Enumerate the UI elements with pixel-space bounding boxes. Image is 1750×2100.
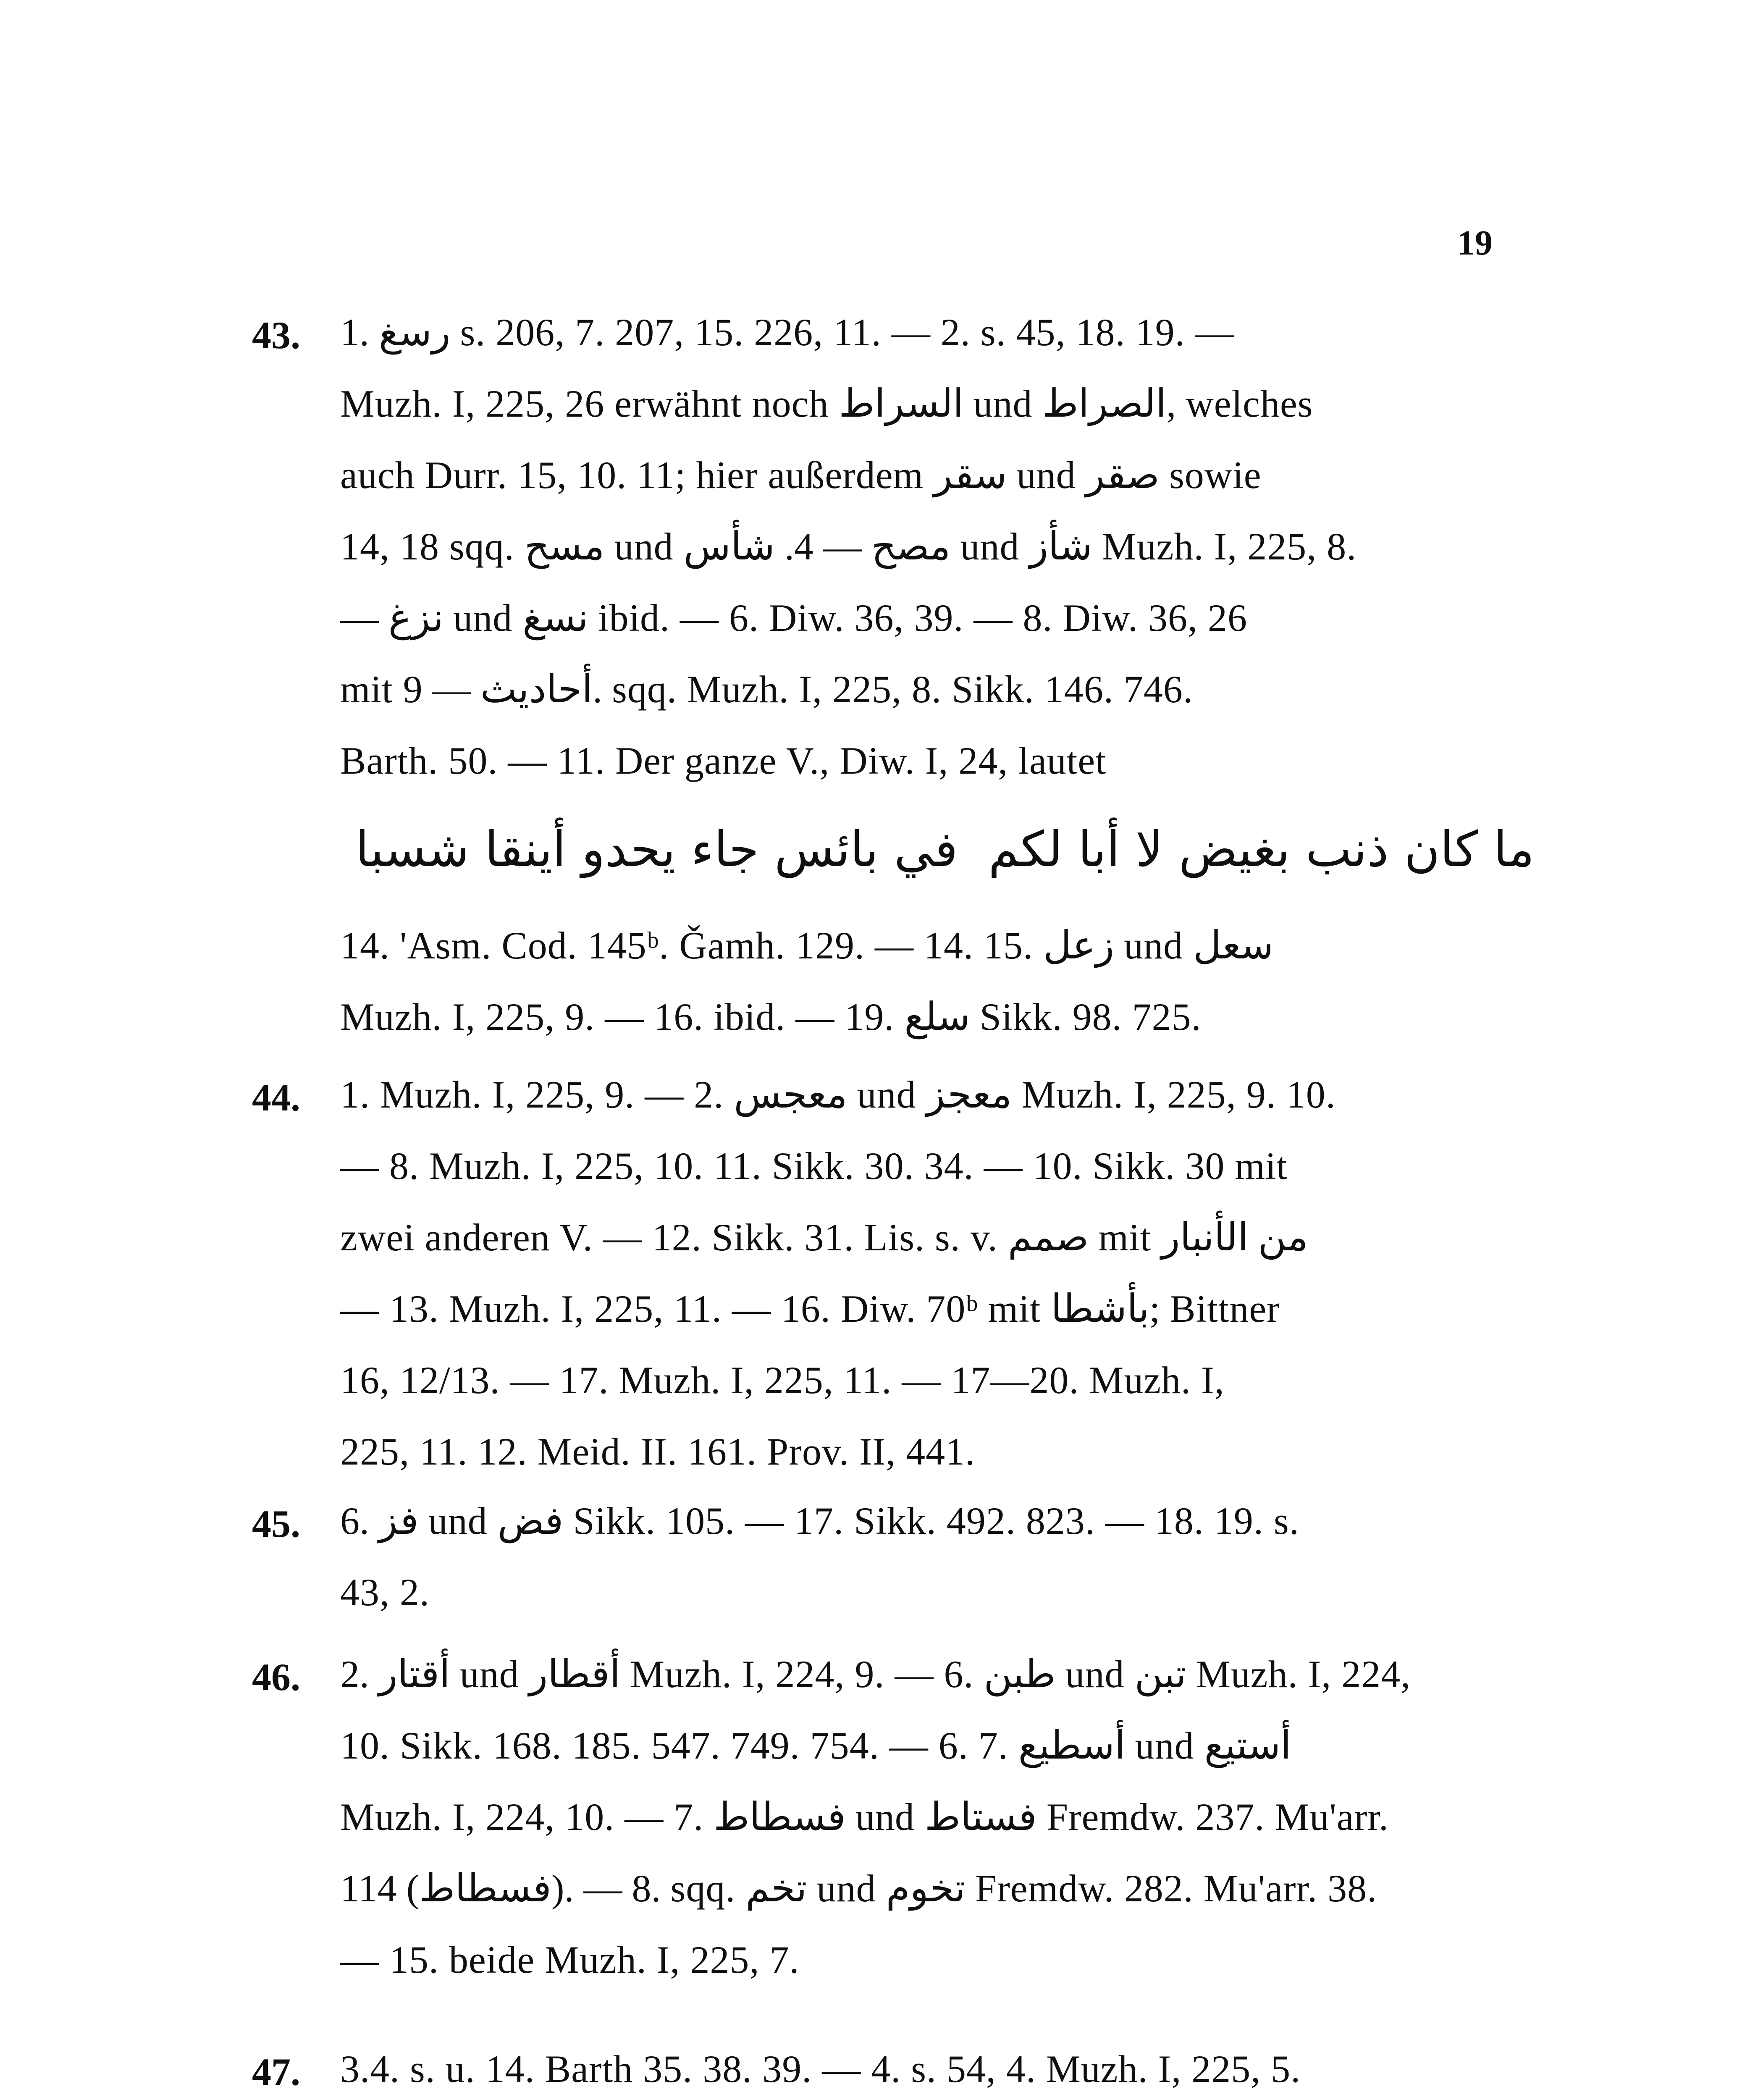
entry-number: 44. [252,1076,300,1119]
text-line: 3.4. s. u. 14. Barth 35. 38. 39. — 4. s. 54, 4. Muzh. I, 225, 5. [340,2048,1301,2090]
entry-number: 47. [252,2050,300,2093]
verse-hemistich-2: في بائس جاء يحدو أينقا شسبا [355,821,958,878]
entry-number: 43. [252,314,300,357]
text-line: 14, 18 sqq. مسح und مصح — 4. شأس und شأز Muzh. I, 225, 8. [340,525,1357,568]
entry-number: 45. [252,1502,300,1545]
entry-number: 46. [252,1656,300,1698]
text-line: Muzh. I, 225, 9. — 16. ibid. — 19. سلع Sikk. 98. 725. [340,995,1202,1038]
text-line: — 13. Muzh. I, 225, 11. — 16. Diw. 70ᵇ mit بأشطا; Bittner [340,1287,1280,1330]
text-line: 2. أقتار und أقطار Muzh. I, 224, 9. — 6. طبن und تبن Muzh. I, 224, [340,1653,1411,1696]
text-line: 114 (فسطاط). — 8. sqq. تخم und تخوم Fremdw. 282. Mu'arr. 38. [340,1867,1377,1910]
text-line: 1. رسغ s. 206, 7. 207, 15. 226, 11. — 2. s. 45, 18. 19. — [340,311,1234,354]
text-line: auch Durr. 15, 10. 11; hier außerdem سقر und صقر sowie [340,454,1262,496]
text-line: 225, 11. 12. Meid. II. 161. Prov. II, 441. [340,1430,976,1473]
text-line: mit أحاديث — 9. sqq. Muzh. I, 225, 8. Sikk. 146. 746. [340,668,1193,711]
text-line: 14. 'Asm. Cod. 145ᵇ. Ǧamh. 129. — 14. 15. زعل und سعل [340,924,1274,967]
text-line: 16, 12/13. — 17. Muzh. I, 225, 11. — 17—20. Muzh. I, [340,1359,1225,1402]
text-line: Muzh. I, 225, 26 erwähnt noch السراط und الصراط, welches [340,382,1313,425]
text-line: — 8. Muzh. I, 225, 10. 11. Sikk. 30. 34. — 10. Sikk. 30 mit [340,1144,1288,1187]
arabic-verse [340,821,1550,878]
text-line: 43, 2. [340,1571,430,1614]
text-line: 1. Muzh. I, 225, 9. — 2. معجس und معجز Muzh. I, 225, 9. 10. [340,1073,1336,1116]
text-line: — 15. beide Muzh. I, 225, 7. [340,1938,800,1981]
page-number: 19 [1457,223,1493,262]
text-line: 6. فز und فض Sikk. 105. — 17. Sikk. 492. 823. — 18. 19. s. [340,1499,1299,1542]
text-line: zwei anderen V. — 12. Sikk. 31. Lis. s. v. صمم mit من الأنبار [340,1216,1308,1259]
text-line: 10. Sikk. 168. 185. 547. 749. 754. — 6. 7. أسطيع und أستيع [340,1724,1291,1767]
text-line: — نزغ und نسغ ibid. — 6. Diw. 36, 39. — 8. Diw. 36, 26 [340,596,1247,639]
text-line: Muzh. I, 224, 10. — 7. فسطاط und فستاط Fremdw. 237. Mu'arr. [340,1796,1389,1838]
text-line: Barth. 50. — 11. Der ganze V., Diw. I, 24, lautet [340,739,1107,782]
verse-hemistich-1: ما كان ذنب بغيض لا أبا لكم [988,821,1535,878]
